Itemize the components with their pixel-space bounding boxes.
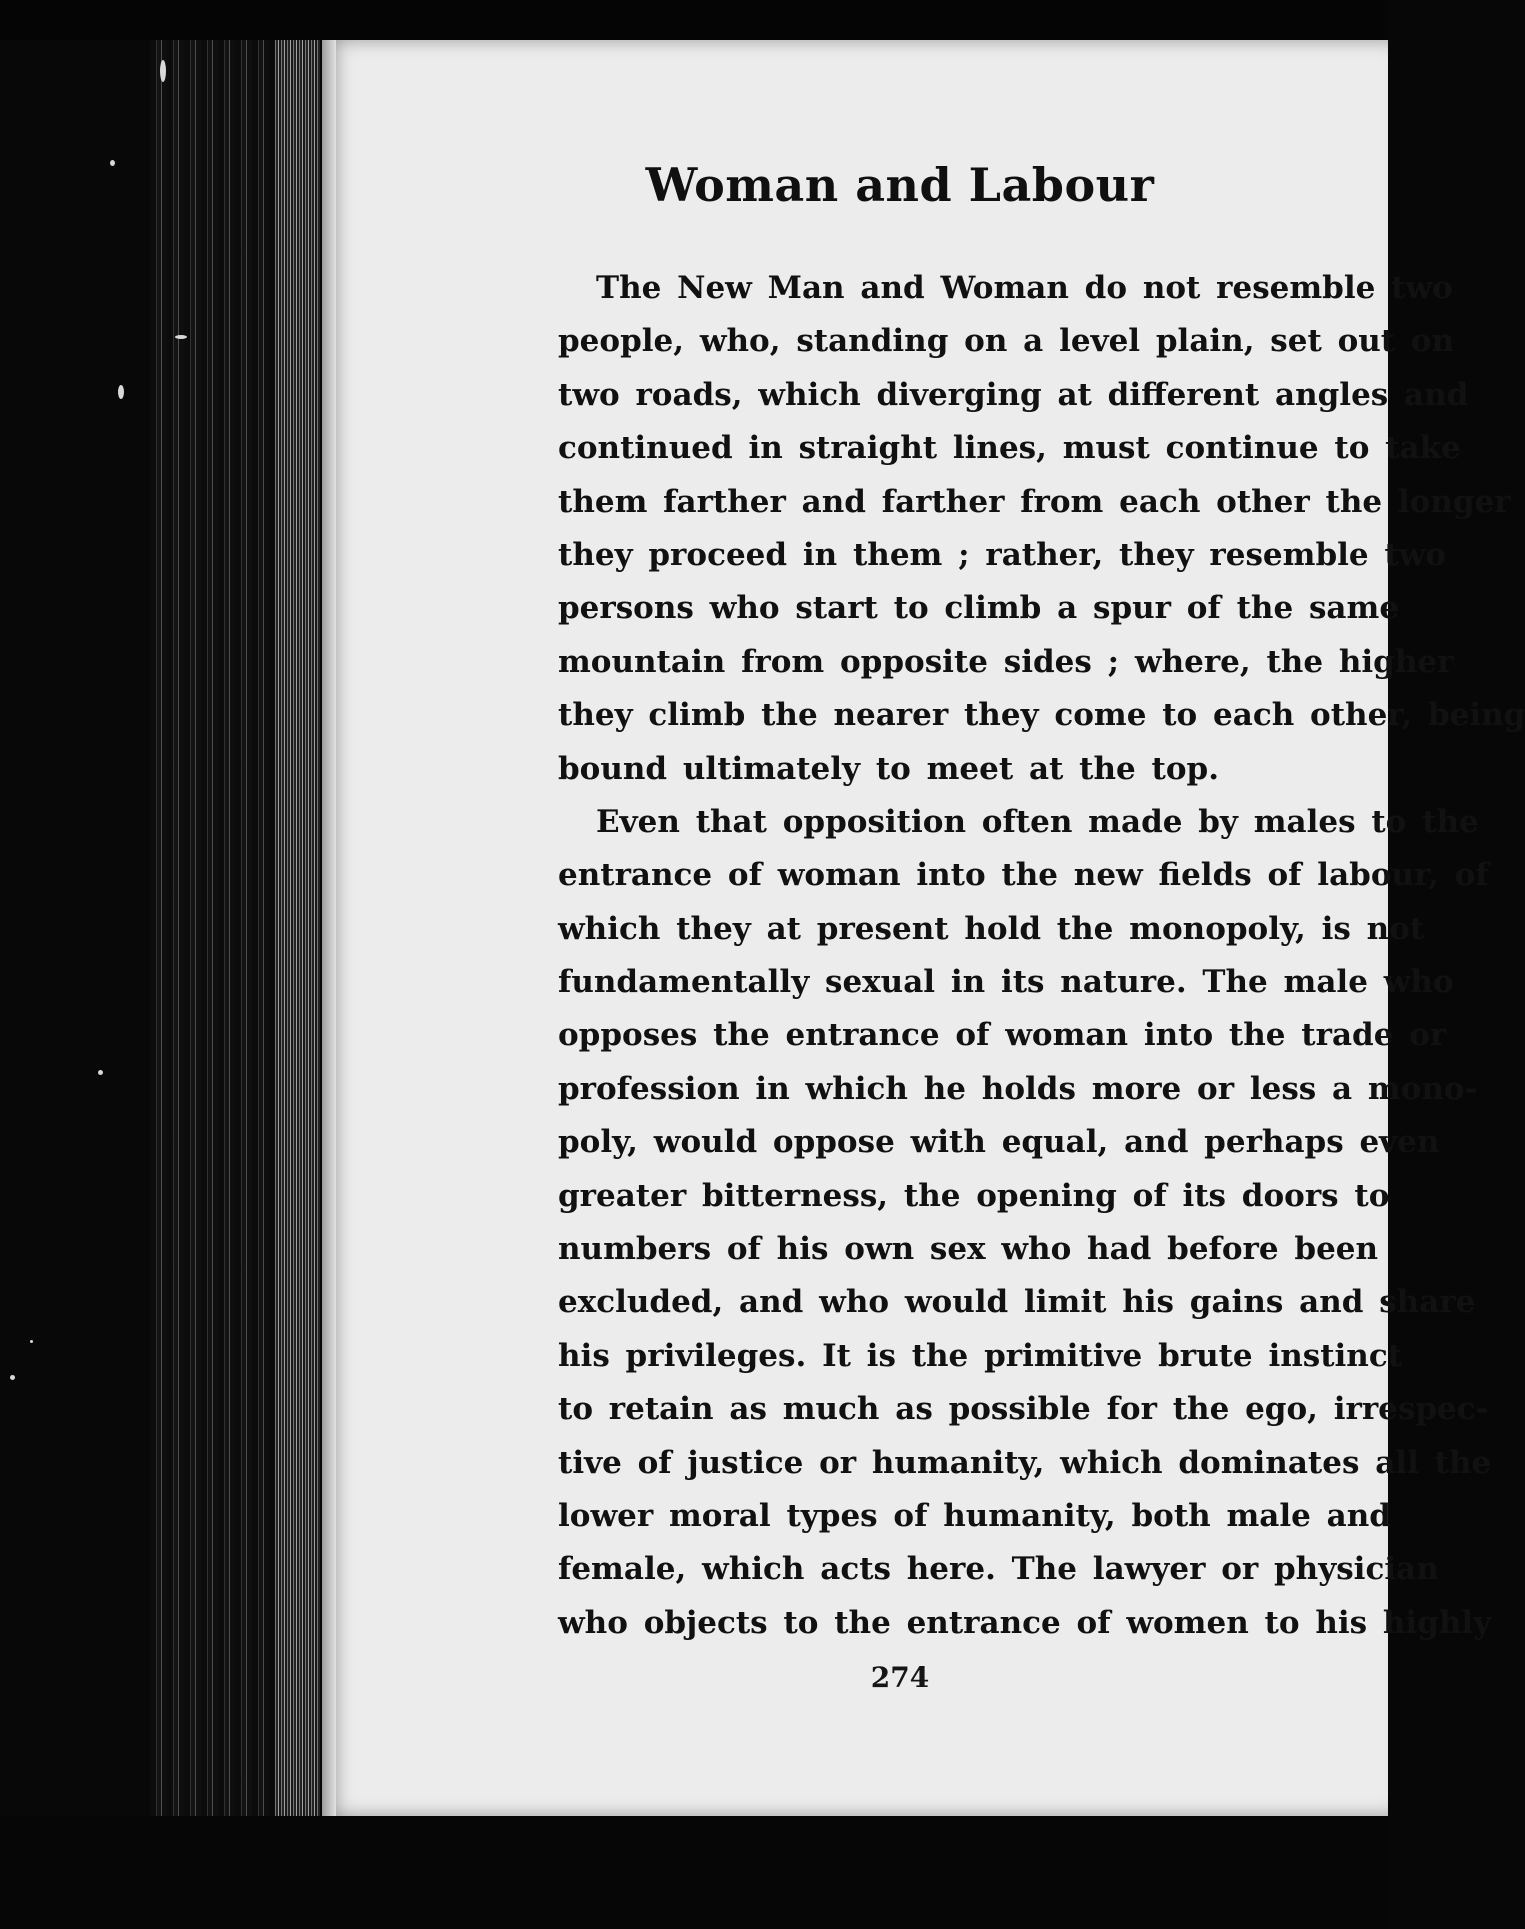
- text-line: bound ultimately to meet at the top.: [558, 750, 1220, 787]
- book-page-edges: [150, 40, 320, 1830]
- text-line: numbers of his own sex who had before been: [558, 1231, 1379, 1268]
- text-line: mountain from opposite sides ; where, the higher: [558, 643, 1454, 680]
- text-line: they proceed in them ; rather, they resemble two: [558, 536, 1447, 573]
- text-line: them farther and farther from each other the longer: [558, 483, 1511, 520]
- text-line: greater bitterness, the opening of its doors to: [558, 1177, 1390, 1214]
- margin-speck: [30, 1340, 33, 1343]
- margin-speck: [10, 1375, 15, 1380]
- bottom-dark-border: [0, 1816, 1388, 1929]
- margin-speck: [160, 60, 166, 82]
- text-line: which they at present hold the monopoly, is not: [558, 910, 1425, 947]
- margin-speck: [110, 160, 115, 166]
- text-line: entrance of woman into the new fields of labour, of: [558, 857, 1489, 894]
- text-line: two roads, which diverging at different angles and: [558, 376, 1469, 413]
- page-number: 274: [870, 1661, 930, 1694]
- text-line: fundamentally sexual in its nature. The male who: [558, 964, 1454, 1001]
- text-line: tive of justice or humanity, which dominates all the: [558, 1444, 1492, 1481]
- text-line: profession in which he holds more or less a mono-: [558, 1070, 1478, 1107]
- text-line: excluded, and who would limit his gains and share: [558, 1284, 1476, 1321]
- text-line: Even that opposition often made by males to the: [596, 803, 1479, 840]
- body-text: [558, 262, 1525, 1650]
- text-line: continued in straight lines, must continue to take: [558, 430, 1461, 467]
- text-line: his privileges. It is the primitive brute instinct: [558, 1337, 1403, 1374]
- margin-speck: [175, 335, 187, 339]
- margin-speck: [118, 385, 124, 399]
- text-line: to retain as much as possible for the ego, irrespec-: [558, 1391, 1489, 1428]
- text-line: The New Man and Woman do not resemble two: [596, 270, 1453, 306]
- paper-page: [322, 40, 1525, 1816]
- text-line: persons who start to climb a spur of the same: [558, 590, 1400, 627]
- text-line: female, which acts here. The lawyer or physician: [558, 1551, 1439, 1588]
- text-line: people, who, standing on a level plain, set out on: [558, 323, 1455, 360]
- text-line: opposes the entrance of woman into the trade or: [558, 1017, 1447, 1054]
- text-line: lower moral types of humanity, both male and: [558, 1497, 1391, 1534]
- top-dark-border: [0, 0, 1388, 40]
- text-line: poly, would oppose with equal, and perhaps even: [558, 1124, 1440, 1161]
- page-gutter-shadow: [322, 40, 336, 1816]
- running-head: Woman and Labour: [645, 158, 1155, 212]
- margin-speck: [98, 1070, 103, 1075]
- text-line: who objects to the entrance of women to his highly: [558, 1604, 1492, 1641]
- text-line: they climb the nearer they come to each other, being: [558, 697, 1525, 734]
